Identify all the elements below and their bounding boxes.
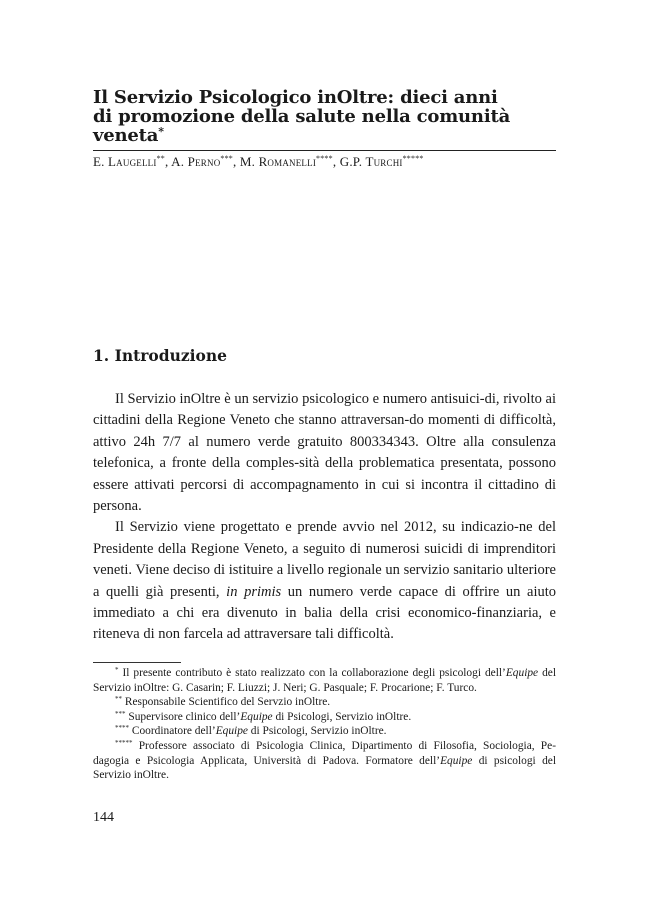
footnote-text: Il presente contributo è stato realizzato con la collaborazione degli psicologi dell’ [122,667,506,679]
paragraph-text: Il Servizio viene progettato e prende avvio nel 2012, su indicazio-ne del Presidente della Regione Veneto, a seguito di numerosi suicidi di imprenditori veneti. Viene deciso di istituire a livello regionale un servizio sanitario ulteriore a quelli già presenti, [93,519,556,600]
footnote-marker: ** [115,695,122,704]
title-line-3 [93,126,563,145]
footnote [93,710,556,725]
footnote [93,739,556,783]
footnotes [93,666,556,783]
italic-phrase: in primis [226,583,282,600]
footnote-marker: ***** [115,738,133,747]
author-list: E. Laugelli**, A. Perno***, M. Romanelli****, G.P. Turchi***** [93,154,424,169]
footnote-text: di psicologi del Servizio inOltre. [93,754,556,782]
footnote-text: Responsabile Scientifico del Servzio inOltre. [124,696,331,709]
footnote-italic: Equipe [240,710,273,723]
footnote-marker: **** [115,724,129,733]
page-number: 144 [93,810,114,825]
title-line-2: di promozione della salute nella comunità [93,106,511,127]
title-footnote-marker: * [158,125,164,138]
title-line-3-text: veneta [93,125,159,146]
author-marker: **** [316,154,333,163]
paragraph-text: un numero verde capace di offrire un aiuto immediato a chi era divenuto in balia della crisi economico-finanziaria, e riteneva di non farcela ad attraversare tali difficoltà. [93,583,557,643]
paragraph: Il Servizio inOltre è un servizio psicologico e numero antisuici-di, rivolto ai cittadini della Regione Veneto che stanno attraversan-do momenti di difficoltà, attivo 24h 7/7 al numero verde gratuito 800334343. Oltre alla consulenza telefonica, a fronte della comples-sità della problematica presentata, possono essere attivati percorsi di accompagnamento in cui si incontra il cittadino di persona. [93,391,556,515]
section-heading: 1. Introduzione [93,346,228,365]
footnote-text: Supervisore clinico dell’ [128,710,241,723]
author-marker: ** [156,154,165,163]
title-divider [93,150,556,151]
author-name: E. Laugelli [93,154,157,169]
body-text [93,389,556,646]
footnote-text: del Servizio inOltre: G. Casarin; F. Liuzzi; J. Neri; G. Pasquale; F. Procarione; F. Turco. [93,667,556,694]
footnote-italic: Equipe [440,754,473,767]
footnote [93,666,556,695]
footnote-text: Professore associato di Psicologia Clinica, Dipartimento di Filosofia, Sociologia, Pe-dagogia e Psicologia Applicata, Università di Padova. Formatore dell’ [93,739,556,767]
article-title [93,88,563,145]
title-line-1: Il Servizio Psicologico inOltre: dieci anni [93,87,498,108]
footnote-divider [93,662,181,663]
author-name: G.P. Turchi [339,154,403,169]
footnote-italic: Equipe [215,725,248,738]
author-name: M. Romanelli [239,154,317,169]
footnote-marker: *** [115,709,126,718]
footnote [93,695,556,710]
author-marker: ***** [402,154,424,163]
author-marker: *** [220,154,233,163]
footnote-text: di Psicologi, Servizio inOltre. [272,710,412,723]
footnote-text: Coordinatore dell’ [131,725,216,738]
author-name: A. Perno [171,154,221,169]
footnote-marker: * [115,666,119,674]
footnote-italic: Equipe [505,667,539,679]
footnote-text: di Psicologi, Servizio inOltre. [247,725,387,738]
footnote [93,724,556,739]
paragraph [93,517,556,645]
